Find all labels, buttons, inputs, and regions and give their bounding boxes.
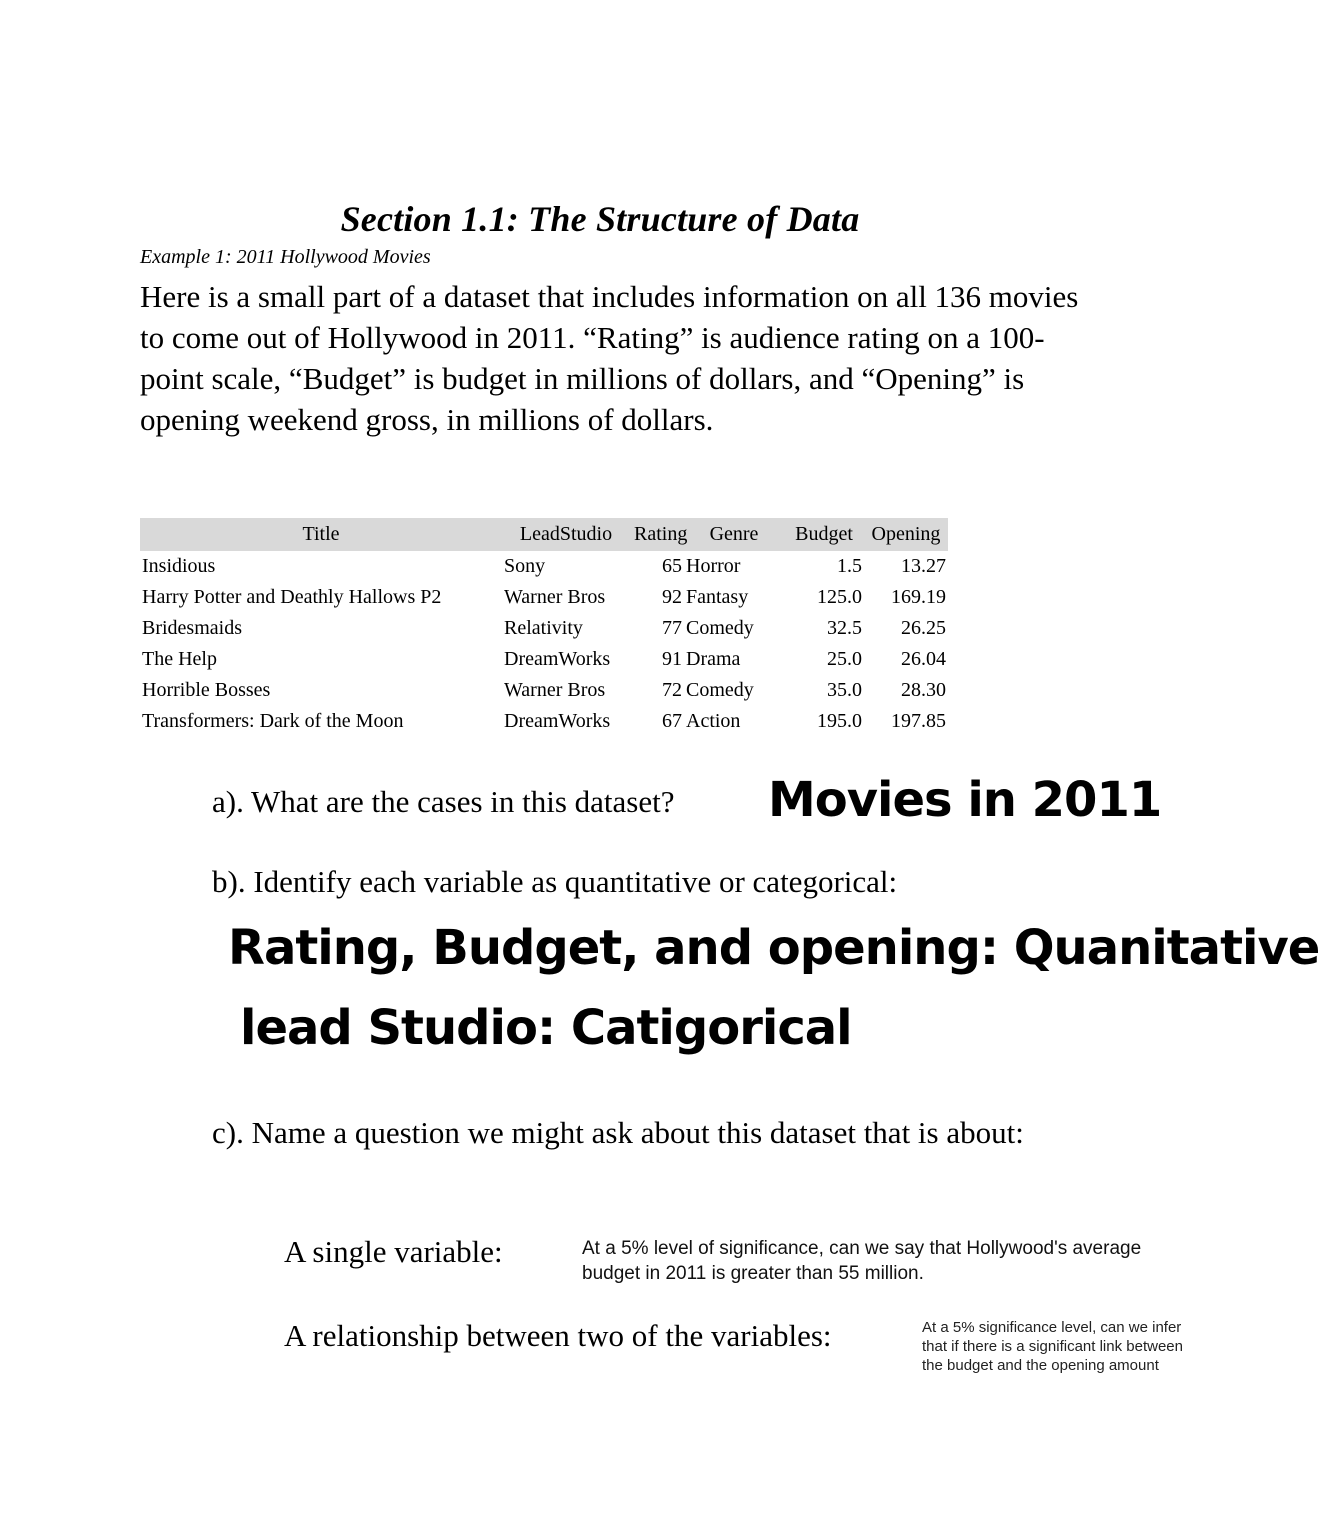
cell-title: Harry Potter and Deathly Hallows P2 bbox=[142, 586, 442, 608]
cell-genre: Horror bbox=[686, 555, 741, 577]
answer-a-handwritten: Movies in 2011 bbox=[768, 772, 1162, 828]
column-header-title: Title bbox=[140, 518, 502, 551]
cell-opening: 197.85 bbox=[891, 710, 946, 732]
cell-opening: 28.30 bbox=[901, 679, 946, 701]
relationship-answer: At a 5% significance level, can we infer that if there is a significant link between the budget and the opening amount bbox=[922, 1319, 1183, 1374]
cell-leadstudio: Warner Bros bbox=[504, 586, 606, 608]
answer-b-line1-handwritten: Rating, Budget, and opening: Quanitative bbox=[228, 920, 1319, 976]
column-header-budget: Budget bbox=[784, 518, 864, 551]
column-header-genre: Genre bbox=[684, 518, 784, 551]
cell-title: Bridesmaids bbox=[142, 617, 242, 639]
column-header-leadstudio: LeadStudio bbox=[502, 518, 630, 551]
cell-leadstudio: Warner Bros bbox=[504, 679, 606, 701]
table-row bbox=[140, 644, 948, 675]
cell-genre: Fantasy bbox=[686, 586, 749, 608]
cell-opening: 26.25 bbox=[901, 617, 946, 639]
question-a: a). What are the cases in this dataset? bbox=[212, 784, 675, 819]
table-header-row bbox=[140, 518, 948, 551]
cell-budget: 32.5 bbox=[827, 617, 862, 639]
cell-leadstudio: Relativity bbox=[504, 617, 583, 639]
section-title: Section 1.1: The Structure of Data bbox=[340, 199, 860, 239]
movies-table bbox=[140, 518, 948, 737]
cell-leadstudio: DreamWorks bbox=[504, 648, 611, 670]
single-variable-answer: At a 5% level of significance, can we say that Hollywood's average budget in 2011 is greater than 55 million. bbox=[582, 1238, 1142, 1284]
cell-rating: 77 bbox=[662, 617, 682, 639]
table-row bbox=[140, 675, 948, 706]
cell-leadstudio: DreamWorks bbox=[504, 710, 611, 732]
column-header-opening: Opening bbox=[864, 518, 948, 551]
cell-budget: 125.0 bbox=[817, 586, 862, 608]
cell-rating: 65 bbox=[662, 555, 682, 577]
table-row bbox=[140, 706, 948, 737]
cell-budget: 195.0 bbox=[817, 710, 862, 732]
cell-rating: 91 bbox=[662, 648, 682, 670]
cell-title: Horrible Bosses bbox=[142, 679, 271, 701]
cell-genre: Action bbox=[686, 710, 741, 732]
cell-title: Transformers: Dark of the Moon bbox=[142, 710, 404, 732]
cell-genre: Comedy bbox=[686, 679, 754, 701]
cell-rating: 67 bbox=[662, 710, 682, 732]
cell-genre: Comedy bbox=[686, 617, 754, 639]
cell-leadstudio: Sony bbox=[504, 555, 546, 577]
cell-budget: 1.5 bbox=[837, 555, 862, 577]
answer-b-line2-handwritten: lead Studio: Catigorical bbox=[240, 1000, 852, 1056]
cell-rating: 72 bbox=[662, 679, 682, 701]
intro-paragraph: Here is a small part of a dataset that includes information on all 136 movies to come out of Hollywood in 2011. “Rating” is audience rating on a 100-point scale, “Budget” is budget in millions of dollars, and “Opening” is opening weekend gross, in millions of dollars. bbox=[140, 279, 1079, 437]
relationship-label: A relationship between two of the variables: bbox=[284, 1318, 832, 1353]
question-c: c). Name a question we might ask about this dataset that is about: bbox=[212, 1115, 1024, 1150]
cell-opening: 13.27 bbox=[901, 555, 946, 577]
table-row bbox=[140, 551, 948, 582]
example-label: Example 1: 2011 Hollywood Movies bbox=[140, 246, 431, 268]
single-variable-label: A single variable: bbox=[284, 1234, 503, 1269]
cell-budget: 35.0 bbox=[827, 679, 862, 701]
cell-genre: Drama bbox=[686, 648, 741, 670]
cell-rating: 92 bbox=[662, 586, 682, 608]
cell-opening: 169.19 bbox=[891, 586, 946, 608]
cell-opening: 26.04 bbox=[901, 648, 946, 670]
table-row bbox=[140, 613, 948, 644]
table-row bbox=[140, 582, 948, 613]
question-b: b). Identify each variable as quantitative or categorical: bbox=[212, 864, 898, 899]
cell-budget: 25.0 bbox=[827, 648, 862, 670]
column-header-rating: Rating bbox=[630, 518, 684, 551]
cell-title: The Help bbox=[142, 648, 217, 670]
cell-title: Insidious bbox=[142, 555, 216, 577]
